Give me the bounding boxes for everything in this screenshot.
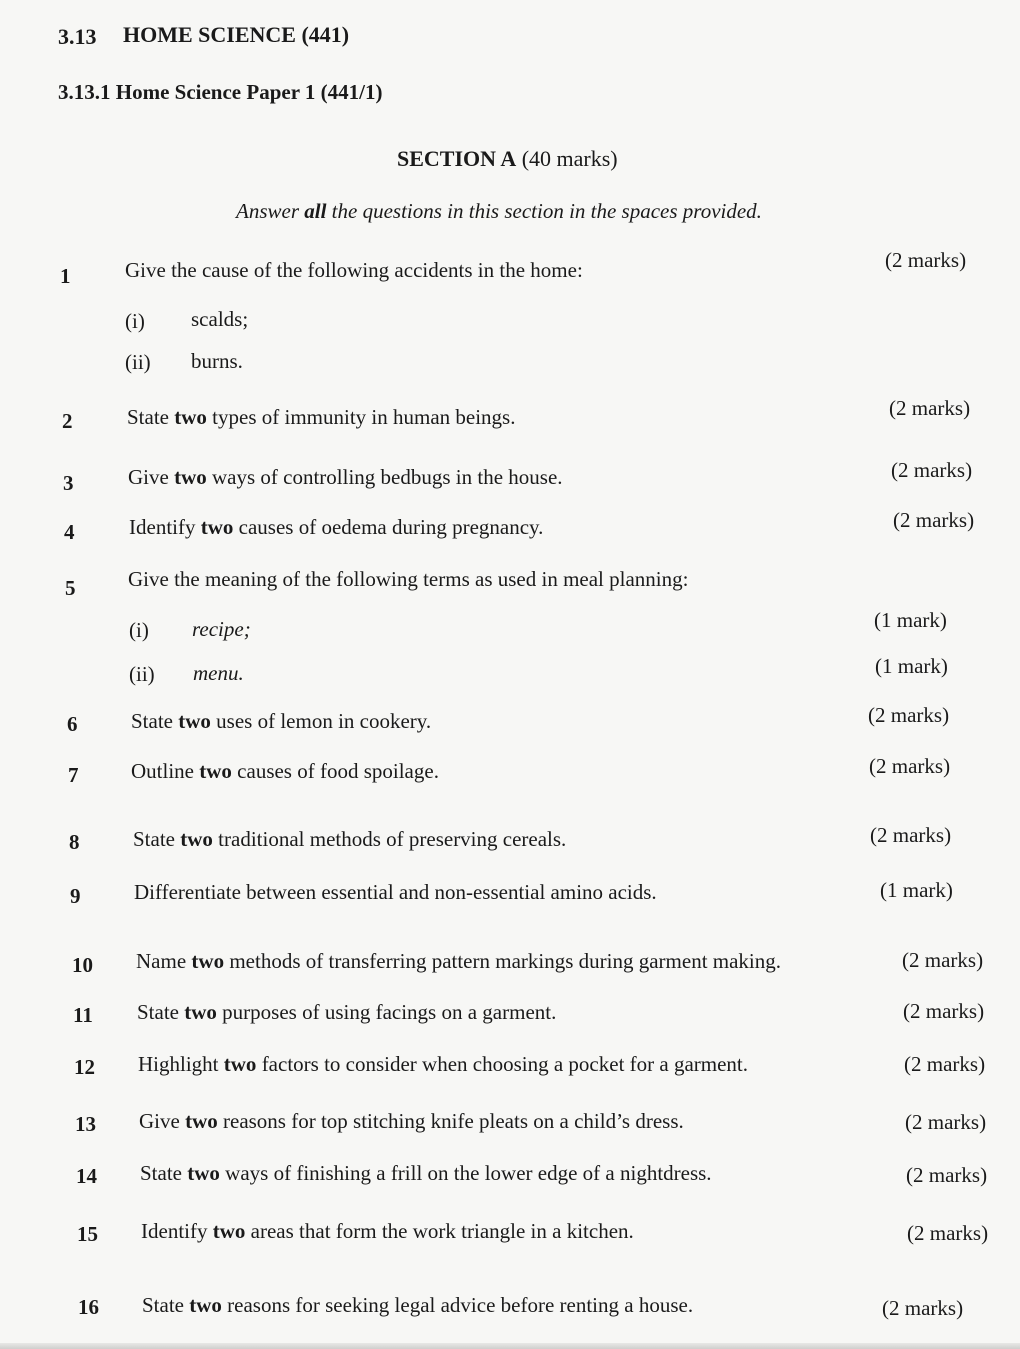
- question-number: 16: [78, 1295, 99, 1319]
- q-bold: two: [199, 759, 232, 783]
- paper-name: Home Science Paper 1 (441/1): [115, 80, 383, 104]
- q-bold: two: [212, 1219, 246, 1243]
- q-pre: Give: [139, 1109, 186, 1133]
- q-post: traditional methods of preserving cereals.: [212, 827, 567, 851]
- question-text: [128, 465, 563, 490]
- paper-title: [58, 80, 382, 105]
- q-post: causes of food spoilage.: [231, 759, 439, 783]
- question-marks: (2 marks): [907, 1221, 989, 1245]
- q-bold: two: [187, 1161, 220, 1185]
- q-post: types of immunity in human beings.: [206, 405, 516, 429]
- question-marks: (2 marks): [868, 703, 950, 727]
- q-pre: State: [137, 1000, 185, 1024]
- q-post: ways of controlling bedbugs in the house.: [206, 465, 563, 489]
- sub-marks: (1 mark): [875, 654, 948, 678]
- question-marks: (2 marks): [906, 1163, 988, 1187]
- q-pre: State: [127, 405, 175, 429]
- q-bold: two: [178, 709, 211, 733]
- question-text: [128, 567, 688, 592]
- question-text: [131, 709, 431, 734]
- q-pre: Identify: [141, 1219, 213, 1243]
- paper-number: 3.13.1: [58, 80, 111, 104]
- question-marks: (2 marks): [885, 248, 967, 272]
- sub-text: recipe;: [192, 617, 251, 641]
- question-marks: (2 marks): [903, 999, 985, 1023]
- q-post: uses of lemon in cookery.: [210, 709, 432, 733]
- question-marks: (2 marks): [882, 1296, 964, 1320]
- question-number: 14: [76, 1164, 97, 1188]
- question-marks: (2 marks): [902, 948, 984, 972]
- question-number: 5: [65, 576, 76, 600]
- section-a-heading: [397, 146, 618, 172]
- question-number: 7: [68, 763, 79, 787]
- q-bold: two: [185, 1109, 218, 1133]
- question-number: 9: [70, 884, 81, 908]
- section-a-title: SECTION A: [397, 146, 517, 171]
- question-number: 6: [67, 712, 78, 736]
- q-pre: State: [140, 1161, 188, 1185]
- section-a-instruction: [236, 199, 762, 224]
- question-marks: (1 mark): [880, 878, 953, 902]
- question-text: [137, 1000, 556, 1025]
- q-pre: Give the meaning of the following terms as used in meal planning:: [128, 567, 689, 591]
- q-bold: two: [184, 1000, 217, 1024]
- sub-label: (ii): [129, 662, 155, 686]
- question-text: [140, 1161, 712, 1186]
- q-pre: Highlight: [138, 1052, 224, 1076]
- sub-label: (i): [125, 309, 145, 333]
- section-title: HOME SCIENCE (441): [123, 22, 350, 47]
- q-bold: two: [189, 1293, 222, 1317]
- q-bold: two: [174, 465, 207, 489]
- question-text: [125, 258, 583, 283]
- question-text: [133, 827, 566, 852]
- question-text: [129, 515, 543, 540]
- sub-label: (i): [129, 618, 149, 642]
- question-marks: (2 marks): [869, 754, 951, 778]
- question-number: 11: [73, 1003, 93, 1027]
- q-pre: State: [133, 827, 181, 851]
- question-marks: (2 marks): [893, 508, 975, 532]
- question-marks: (2 marks): [889, 396, 971, 420]
- q-post: methods of transferring pattern markings during garment making.: [224, 949, 782, 973]
- q-bold: two: [174, 405, 207, 429]
- question-number: 3: [63, 471, 74, 495]
- question-number: 2: [62, 409, 73, 433]
- q-post: areas that form the work triangle in a kitchen.: [245, 1219, 634, 1243]
- question-number: 8: [69, 830, 80, 854]
- q-bold: two: [200, 515, 234, 539]
- section-number: 3.13: [58, 24, 97, 49]
- sub-text: burns.: [191, 349, 243, 373]
- question-marks: (2 marks): [870, 823, 952, 847]
- question-number: 13: [75, 1112, 96, 1136]
- q-bold: two: [223, 1052, 257, 1076]
- q-pre: State: [131, 709, 179, 733]
- q-post: purposes of using facings on a garment.: [216, 1000, 557, 1024]
- q-pre: Give the cause of the following accidents in the home:: [125, 258, 583, 282]
- question-number: 10: [72, 953, 93, 977]
- question-number: 15: [77, 1222, 98, 1246]
- question-text: [134, 880, 657, 905]
- instruction-bold: all: [304, 199, 327, 223]
- question-number: 12: [74, 1055, 95, 1079]
- question-text: [136, 949, 781, 974]
- question-text: [127, 405, 515, 430]
- sub-marks: (1 mark): [874, 608, 947, 632]
- q-pre: State: [142, 1293, 190, 1317]
- q-bold: two: [180, 827, 213, 851]
- q-pre: Identify: [129, 515, 201, 539]
- q-pre: Give: [128, 465, 175, 489]
- q-pre: Outline: [131, 759, 200, 783]
- question-text: [142, 1293, 693, 1318]
- q-post: factors to consider when choosing a pocket for a garment.: [256, 1052, 749, 1076]
- question-number: 4: [64, 520, 75, 544]
- q-post: causes of oedema during pregnancy.: [233, 515, 544, 539]
- q-pre: Differentiate between essential and non-essential amino acids.: [134, 880, 657, 904]
- instruction-pre: Answer: [236, 199, 305, 223]
- sub-label: (ii): [125, 350, 151, 374]
- q-post: reasons for seeking legal advice before renting a house.: [221, 1293, 694, 1317]
- question-marks: (2 marks): [891, 458, 973, 482]
- instruction-post: the questions in this section in the spaces provided.: [326, 199, 762, 223]
- q-bold: two: [191, 949, 225, 973]
- page-bottom-edge: [0, 1343, 1020, 1349]
- sub-text: menu.: [193, 661, 244, 685]
- question-number: 1: [60, 264, 71, 288]
- question-text: [139, 1109, 684, 1134]
- section-a-marks: (40 marks): [521, 146, 618, 171]
- question-marks: (2 marks): [904, 1052, 986, 1076]
- q-post: ways of finishing a frill on the lower edge of a nightdress.: [219, 1161, 712, 1185]
- q-post: reasons for top stitching knife pleats on a child’s dress.: [217, 1109, 684, 1133]
- question-text: [131, 759, 439, 784]
- q-pre: Name: [136, 949, 192, 973]
- question-marks: (2 marks): [905, 1110, 987, 1134]
- question-text: [141, 1219, 634, 1244]
- question-text: [138, 1052, 748, 1077]
- sub-text: scalds;: [191, 307, 249, 331]
